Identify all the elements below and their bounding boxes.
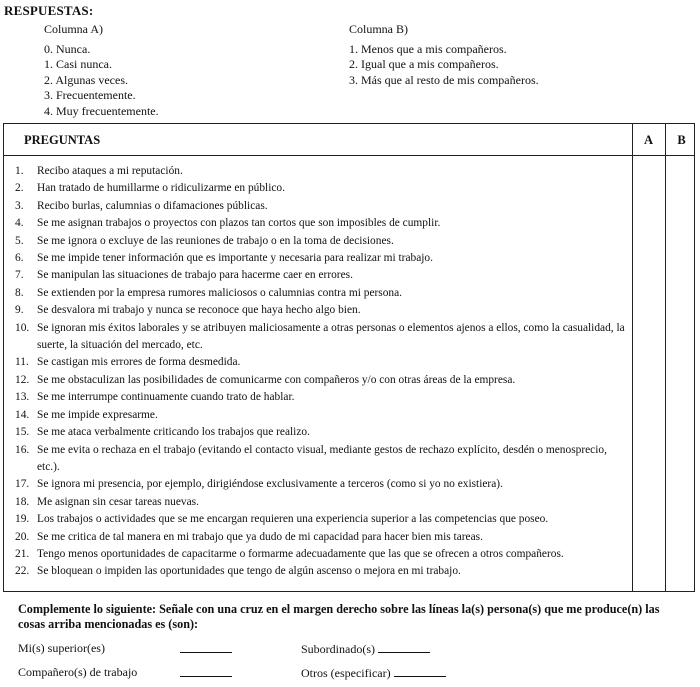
question-row: [15, 442, 627, 477]
question-row: [15, 511, 627, 528]
fill-companero-line[interactable]: [180, 665, 232, 681]
column-a-option: 1. Casi nunca.: [44, 57, 112, 72]
fill-otros-label: Otros (especificar): [301, 666, 391, 680]
question-text: Se ignora mi presencia, por ejemplo, dirigiéndose exclusivamente a terceros (como si yo no existiera).: [37, 478, 503, 491]
question-list: [15, 163, 627, 581]
question-number: 4.: [15, 217, 24, 230]
question-row: [15, 163, 627, 180]
question-row: [15, 389, 627, 406]
response-column-a: [44, 22, 159, 120]
question-number: 2.: [15, 182, 24, 195]
question-number: 20.: [15, 530, 30, 543]
column-a-divider: [632, 124, 633, 591]
question-text: Se manipulan las situaciones de trabajo para hacerme caer en errores.: [37, 269, 353, 282]
question-number: 6.: [15, 252, 24, 265]
fill-superior-line[interactable]: [180, 641, 232, 657]
complement-text: Señale con una cruz en el margen derecho sobre las líneas la(s) persona(s) que me produce(n) las cosas arriba mencionadas es (son):: [18, 602, 660, 632]
question-row: [15, 302, 627, 319]
question-number: 8.: [15, 286, 24, 299]
question-row: [15, 267, 627, 284]
question-text: Se me ignora o excluye de las reuniones de trabajo o en la toma de decisiones.: [37, 234, 394, 247]
question-number: 18.: [15, 495, 30, 508]
question-row: [15, 494, 627, 511]
question-number: 13.: [15, 391, 30, 404]
fill-subordinado-label: Subordinado(s): [301, 642, 375, 656]
question-text: Se bloquean o impiden las oportunidades que tengo de algún ascenso o mejora en mi trabajo.: [37, 565, 461, 578]
question-number: 12.: [15, 373, 30, 386]
fill-subordinado-line[interactable]: [378, 641, 430, 653]
question-text: Se me ataca verbalmente criticando los trabajos que realizo.: [37, 426, 310, 439]
question-text: Los trabajos o actividades que se me encargan requieren una experiencia superior a las competencias que poseo.: [37, 513, 549, 526]
question-number: 14.: [15, 408, 30, 421]
column-b-title: Columna B): [349, 22, 408, 36]
question-row: [15, 546, 627, 563]
question-text: Se me obstaculizan las posibilidades de comunicarme con compañeros y/o con otras áreas de la empresa.: [37, 373, 516, 386]
question-row: [15, 215, 627, 232]
complement-instructions: [18, 602, 686, 632]
column-a-option: 0. Nunca.: [44, 41, 91, 56]
question-text: Se extienden por la empresa rumores maliciosos o calumnias contra mi persona.: [37, 286, 403, 299]
question-row: [15, 285, 627, 302]
question-text: Se me impide expresarme.: [37, 408, 158, 421]
column-a-option: 4. Muy frecuentemente.: [44, 103, 159, 118]
question-number: 3.: [15, 199, 24, 212]
question-row: [15, 250, 627, 267]
fill-subordinado[interactable]: [301, 641, 430, 657]
question-row: [15, 563, 627, 580]
column-a-option: 3. Frecuentemente.: [44, 88, 136, 103]
question-row: [15, 529, 627, 546]
complement-lead: Complemente lo siguiente:: [18, 602, 157, 616]
question-row: [15, 320, 627, 355]
question-number: 9.: [15, 304, 24, 317]
question-number: 21.: [15, 547, 30, 560]
questions-table: [3, 123, 695, 592]
question-text: Se me evita o rechaza en el trabajo (evitando el contacto visual, mediante gestos de rechazo explícito, desdén o menosprecio, etc.).: [37, 443, 607, 473]
question-row: [15, 233, 627, 250]
question-text: Me asignan sin cesar tareas nuevas.: [37, 495, 199, 508]
fill-companero-label: Compañero(s) de trabajo: [18, 665, 138, 679]
fill-otros-line[interactable]: [394, 665, 446, 677]
question-text: Se me asignan trabajos o proyectos con plazos tan cortos que son imposibles de cumplir.: [37, 217, 441, 230]
question-row: [15, 372, 627, 389]
fill-superior-label: Mi(s) superior(es): [18, 641, 105, 655]
question-text: Se desvalora mi trabajo y nunca se reconoce que haya hecho algo bien.: [37, 304, 361, 317]
question-row: [15, 198, 627, 215]
table-header: [4, 124, 694, 156]
question-text: Se me critica de tal manera en mi trabajo que ya dudo de mi capacidad para hacer bien mis tareas.: [37, 530, 483, 543]
column-b-option: 3. Más que al resto de mis compañeros.: [349, 72, 539, 87]
question-row: [15, 476, 627, 493]
question-number: 1.: [15, 165, 24, 177]
fill-otros[interactable]: [301, 665, 446, 681]
question-text: Recibo ataques a mi reputación.: [37, 165, 183, 177]
column-a-title: Columna A): [44, 22, 103, 36]
response-column-b: [349, 22, 539, 88]
question-row: [15, 407, 627, 424]
column-b-header: B: [677, 133, 686, 147]
question-text: Recibo burlas, calumnias o difamaciones públicas.: [37, 199, 268, 212]
column-b-option: 2. Igual que a mis compañeros.: [349, 57, 499, 72]
question-text: Tengo menos oportunidades de capacitarme o formarme adecuadamente que las que se ofrecen a otros compañeros.: [37, 547, 564, 560]
question-number: 17.: [15, 478, 30, 491]
question-number: 15.: [15, 426, 30, 439]
responses-title: RESPUESTAS:: [4, 3, 94, 18]
column-a-option: 2. Algunas veces.: [44, 72, 128, 87]
question-number: 10.: [15, 321, 30, 334]
question-text: Han tratado de humillarme o ridiculizarme en público.: [37, 182, 285, 195]
question-number: 5.: [15, 234, 24, 247]
question-number: 19.: [15, 513, 30, 526]
question-number: 16.: [15, 443, 30, 456]
question-row: [15, 354, 627, 371]
question-text: Se ignoran mis éxitos laborales y se atribuyen maliciosamente a otras personas o elementos ajenos a ellos, como la casualidad, la suerte, la situación del mercado, etc.: [37, 321, 625, 352]
column-b-option: 1. Menos que a mis compañeros.: [349, 41, 507, 56]
question-row: [15, 424, 627, 441]
question-text: Se me impide tener información que es importante y necesaria para realizar mi trabajo.: [37, 252, 433, 265]
question-text: Se castigan mis errores de forma desmedida.: [37, 356, 241, 369]
question-number: 7.: [15, 269, 24, 282]
question-number: 11.: [15, 356, 29, 369]
question-number: 22.: [15, 565, 30, 578]
column-b-divider: [665, 124, 666, 591]
question-text: Se me interrumpe continuamente cuando trato de hablar.: [37, 391, 295, 404]
questions-header: PREGUNTAS: [24, 133, 101, 147]
column-a-header: A: [643, 133, 654, 147]
question-row: [15, 180, 627, 197]
